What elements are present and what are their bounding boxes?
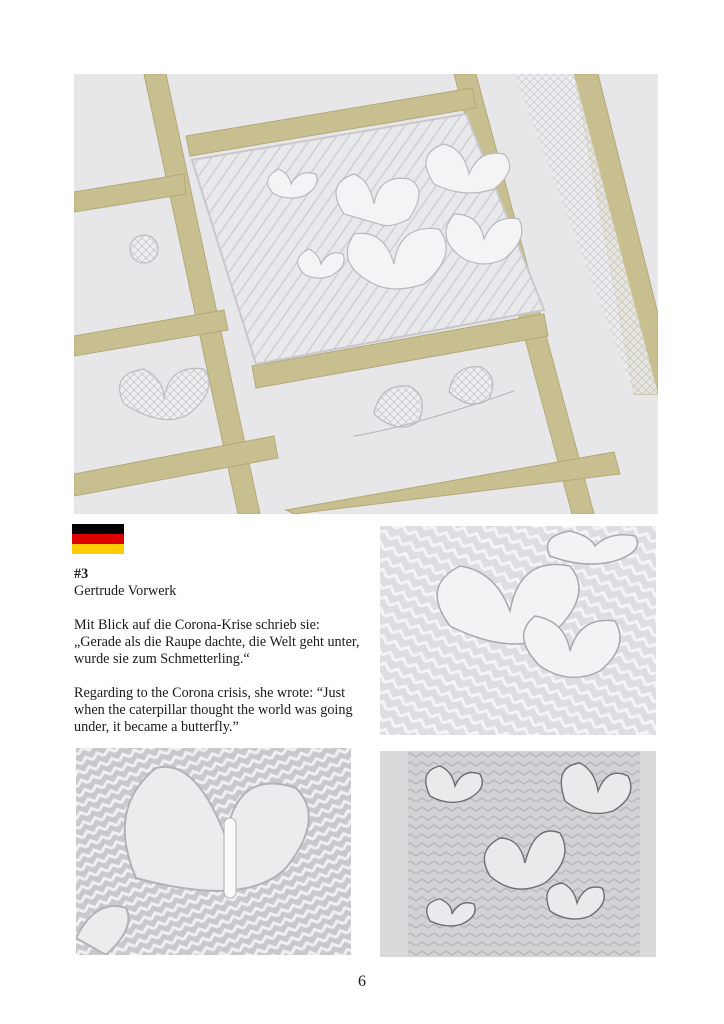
closeup-border-butterflies-photo — [380, 751, 656, 957]
entry-text — [74, 566, 374, 736]
quote-german-line-3: wurde sie zum Schmetterling.“ — [74, 651, 250, 667]
quote-english-line-3: under, it became a butterfly.” — [74, 719, 239, 735]
entry-number: #3 — [74, 566, 89, 582]
quote-english-line-2: when the caterpillar thought the world was going — [74, 702, 353, 718]
closeup-single-butterfly-photo — [76, 748, 351, 955]
closeup-butterflies-photo — [380, 526, 656, 735]
quote-english-line-1: Regarding to the Corona crisis, she wrote: “Just — [74, 685, 346, 701]
main-embroidery-photo — [74, 74, 658, 514]
quote-german-line-1: Mit Blick auf die Corona-Krise schrieb sie: — [74, 617, 320, 633]
page-number: 6 — [358, 973, 366, 990]
quote-german-line-2: „Gerade als die Raupe dachte, die Welt geht unter, — [74, 634, 360, 650]
author-name: Gertrude Vorwerk — [74, 583, 177, 599]
germany-flag-icon — [72, 524, 124, 554]
